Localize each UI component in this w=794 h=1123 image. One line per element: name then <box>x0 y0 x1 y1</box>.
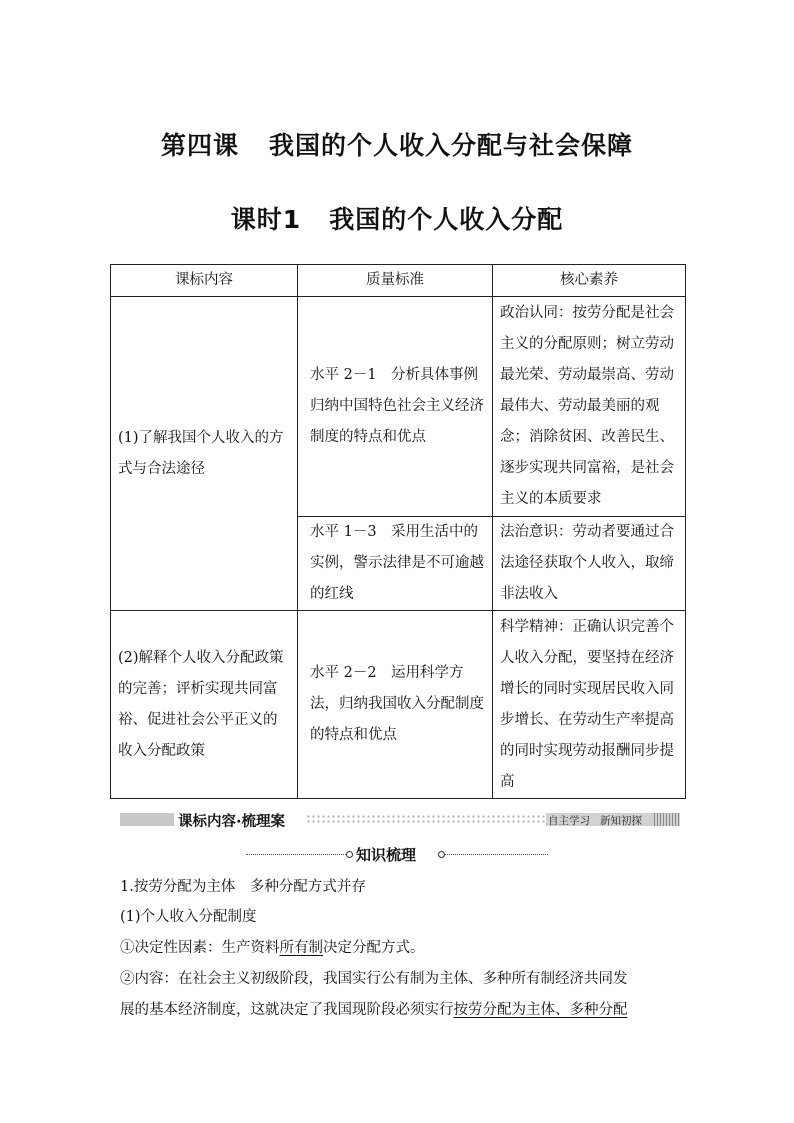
paragraph-2-text: 展的基本经济制度，这就决定了我国现阶段必须实行 <box>120 1002 454 1018</box>
literacy-cell-2: 科学精神：正确认识完善个人收入分配，要坚持在经济增长的同时实现居民收入同步增长、在劳动生产率提高的同时实现劳动报酬同步提高 <box>493 611 686 799</box>
header-literacy: 核心素养 <box>493 265 686 297</box>
knowledge-section-heading <box>0 844 794 866</box>
lesson-name: 我国的个人收入分配与社会保障 <box>269 131 634 160</box>
quality-cell-1b: 水平 1－3 采用生活中的实例，警示法律是不可逾越的红线 <box>298 517 493 611</box>
point-heading-1: 1.按劳分配为主体 多种分配方式并存 <box>120 879 366 895</box>
paragraph-1-text-b: 决定分配方式。 <box>323 940 425 956</box>
paragraph-2-blank: 按劳分配为主体、多种分配 <box>453 1002 628 1018</box>
section-banner <box>120 810 680 830</box>
curriculum-standards-table <box>110 264 686 799</box>
quality-cell-2: 水平 2－2 运用科学方法，归纳我国收入分配制度的特点和优点 <box>298 611 493 799</box>
lesson-title <box>0 126 794 162</box>
banner-stripes <box>654 813 680 826</box>
paragraph-1 <box>120 934 680 962</box>
period-name: 我国的个人收入分配 <box>329 205 564 234</box>
paragraph-2-line-2 <box>120 996 680 1024</box>
table-header-row <box>111 265 686 297</box>
literacy-cell-1a: 政治认同：按劳分配是社会主义的分配原则；树立劳动最光荣、劳动最崇高、劳动最伟大、劳动最美丽的观念；消除贫困、改善民生、逐步实现共同富裕，是社会主义的本质要求 <box>493 297 686 517</box>
table-row <box>111 611 686 799</box>
period-number: 课时1 <box>230 205 302 234</box>
section-title: 知识梳理 <box>356 846 417 864</box>
banner-title: 课标内容·梳理案 <box>178 814 286 830</box>
banner-right-text <box>548 813 652 828</box>
dotted-rule-left <box>246 854 346 855</box>
ring-right <box>438 851 445 858</box>
ring-left <box>346 851 353 858</box>
header-quality: 质量标准 <box>298 265 493 297</box>
quality-cell-1a: 水平 2－1 分析具体事例归纳中国特色社会主义经济制度的特点和优点 <box>298 297 493 517</box>
banner-new-knowledge: 新知初探 <box>600 815 642 827</box>
table-row <box>111 297 686 517</box>
banner-self-study: 自主学习 <box>548 815 590 827</box>
banner-left-bar <box>120 813 174 826</box>
literacy-cell-1b: 法治意识：劳动者要通过合法途径获取个人收入，取缔非法收入 <box>493 517 686 611</box>
standard-cell-1: (1)了解我国个人收入的方式与合法途径 <box>111 297 298 611</box>
paragraph-2-line-1: ②内容：在社会主义初级阶段，我国实行公有制为主体、多种所有制经济共同发 <box>120 971 628 987</box>
period-title <box>0 200 794 236</box>
header-standard: 课标内容 <box>111 265 298 297</box>
dotted-rule-right <box>445 854 548 855</box>
standard-cell-2: (2)解释个人收入分配政策的完善；评析实现共同富裕、促进社会公平正义的收入分配政策 <box>111 611 298 799</box>
lesson-number: 第四课 <box>160 131 239 160</box>
banner-dot-pattern <box>306 814 546 825</box>
paragraph-1-blank: 所有制 <box>279 940 323 956</box>
paragraph-1-text-a: ①决定性因素：生产资料 <box>120 940 280 956</box>
sub-heading-1: (1)个人收入分配制度 <box>120 909 257 925</box>
